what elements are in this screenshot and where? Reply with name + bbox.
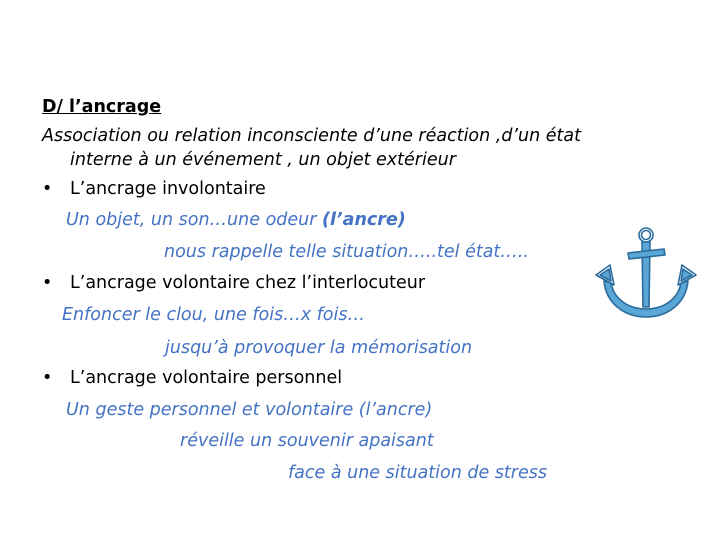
bullet-involuntary-label: L’ancrage involontaire	[70, 179, 266, 199]
bullet-marker: •	[42, 179, 53, 199]
interlocutor-example-line-1: Enfoncer le clou, une fois…x fois…	[62, 305, 365, 325]
bullet-personal-label: L’ancrage volontaire personnel	[70, 368, 343, 388]
section-heading: D/ l’ancrage	[42, 97, 162, 117]
definition-line-2: interne à un événement , un objet extérieur	[70, 150, 456, 170]
involuntary-example-text: Un objet, un son…une odeur	[66, 210, 322, 230]
anchor-term: (l’ancre)	[322, 210, 406, 230]
bullet-interlocutor-label: L’ancrage volontaire chez l’interlocuteur	[70, 273, 426, 293]
bullet-marker: •	[42, 273, 53, 293]
definition-line-1: Association ou relation inconsciente d’une réaction ,d’un état	[42, 126, 581, 146]
bullet-marker: •	[42, 368, 53, 388]
anchor-icon	[588, 225, 700, 325]
personal-example-line-3: face à une situation de stress	[288, 463, 547, 483]
personal-example-line-2: réveille un souvenir apaisant	[180, 431, 434, 451]
personal-example-line-1: Un geste personnel et volontaire (l’ancre)	[66, 400, 433, 420]
involuntary-example-line-2: nous rappelle telle situation…..tel état…..	[164, 242, 529, 262]
involuntary-example-line-1	[66, 209, 406, 231]
interlocutor-example-line-2: jusqu’à provoquer la mémorisation	[165, 338, 473, 358]
